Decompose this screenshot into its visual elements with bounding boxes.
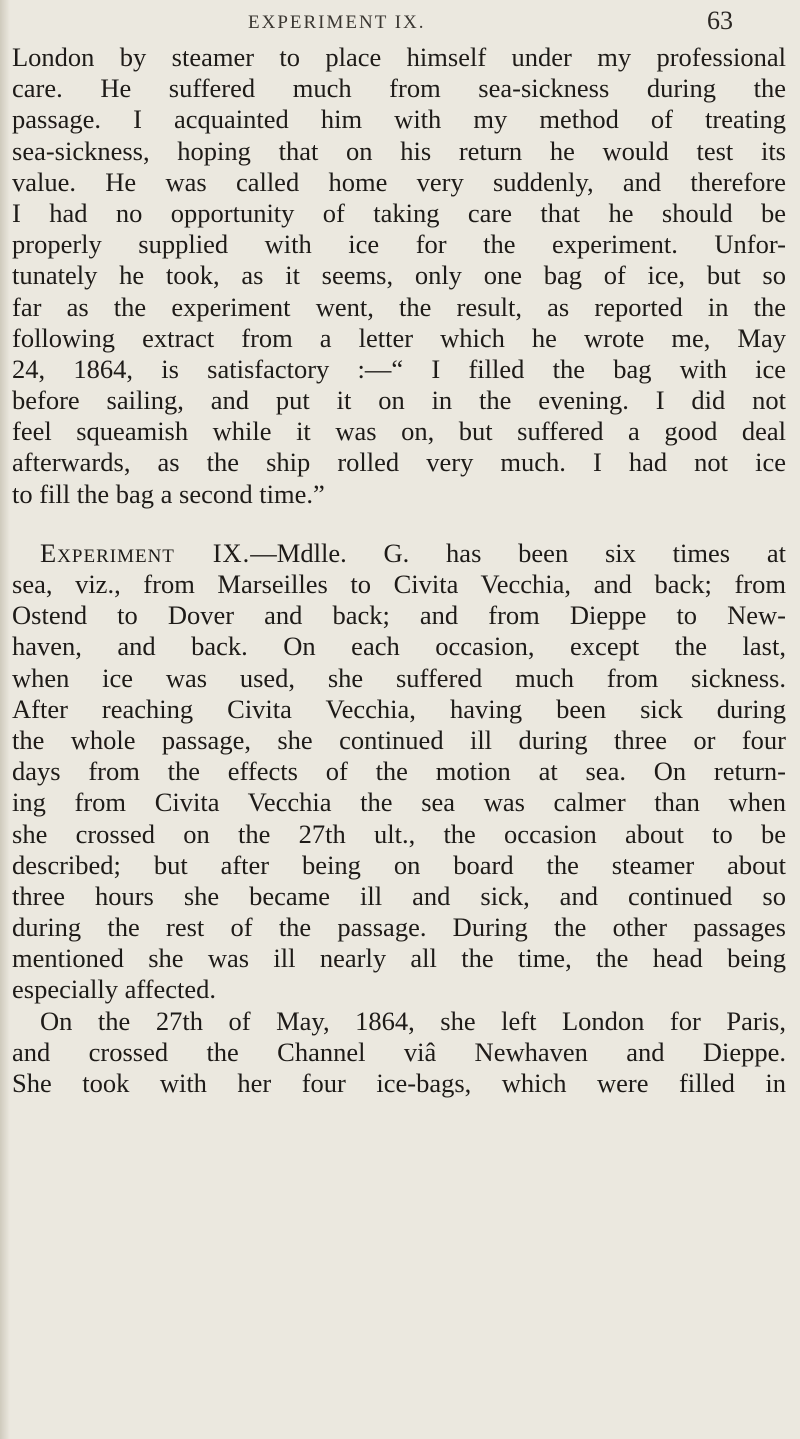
text-run: —Mdlle. G. has been six times at xyxy=(250,537,786,568)
text-line: when ice was used, she suffered much from sickness. xyxy=(12,662,786,693)
text-line: days from the effects of the motion at sea. On return- xyxy=(12,756,786,787)
text-line: passage. I acquainted him with my method of treating xyxy=(12,104,786,135)
text-line: London by steamer to place himself under my professional xyxy=(12,42,786,72)
text-line: especially affected. xyxy=(12,974,217,1005)
text-line: before sailing, and put it on in the evening. I did not xyxy=(12,385,786,416)
page-number: 63 xyxy=(707,6,733,35)
text-line: during the rest of the passage. During the other passages xyxy=(12,912,786,943)
text-line: On the 27th of May, 1864, she left London for Paris, xyxy=(40,1005,786,1036)
text-line: She took with her four ice-bags, which were filled in xyxy=(12,1068,786,1098)
running-title: EXPERIMENT IX. xyxy=(248,12,426,33)
text-line: I had no opportunity of taking care that he should be xyxy=(12,197,786,228)
text-line: three hours she became ill and sick, and continued so xyxy=(12,880,786,911)
text-line: mentioned she was ill nearly all the time, the head being xyxy=(12,943,786,974)
text-line: tunately he took, as it seems, only one bag of ice, but so xyxy=(12,260,786,291)
paragraph-gap xyxy=(12,510,786,538)
text-line: and crossed the Channel viâ Newhaven and Dieppe. xyxy=(12,1036,786,1067)
text-line: care. He suffered much from sea-sickness during the xyxy=(12,73,786,104)
paragraph-2 xyxy=(12,538,786,1006)
paragraph-1 xyxy=(12,42,786,510)
paragraph-3 xyxy=(12,1006,786,1100)
text-line: properly supplied with ice for the experiment. Unfor- xyxy=(12,229,786,260)
body-text xyxy=(12,42,786,1099)
text-line: following extract from a letter which he wrote me, May xyxy=(12,322,786,353)
text-line: After reaching Civita Vecchia, having been sick during xyxy=(12,693,786,724)
text-line: feel squeamish while it was on, but suffered a good deal xyxy=(12,416,786,447)
text-line: to fill the bag a second time.” xyxy=(12,478,325,509)
text-line: sea, viz., from Marseilles to Civita Vecchia, and back; from xyxy=(12,569,786,599)
text-line: Ostend to Dover and back; and from Dieppe to New- xyxy=(12,600,786,631)
experiment-heading: Experiment IX. xyxy=(40,537,251,568)
text-line: ing from Civita Vecchia the sea was calmer than when xyxy=(12,787,786,818)
running-head xyxy=(0,4,800,44)
text-line: described; but after being on board the steamer about xyxy=(12,849,786,880)
text-line: sea-sickness, hoping that on his return he would test its xyxy=(12,135,786,166)
text-line: 24, 1864, is satisfactory :—“ I filled the bag with ice xyxy=(12,353,786,384)
page-binding-shadow xyxy=(0,0,10,1439)
text-line: afterwards, as the ship rolled very much. I had not ice xyxy=(12,447,786,478)
text-line: haven, and back. On each occasion, except the last, xyxy=(12,631,786,662)
text-line: the whole passage, she continued ill during three or four xyxy=(12,724,786,755)
text-line: far as the experiment went, the result, as reported in the xyxy=(12,291,786,322)
text-line: she crossed on the 27th ult., the occasion about to be xyxy=(12,818,786,849)
text-line xyxy=(12,538,786,569)
text-line: value. He was called home very suddenly, and therefore xyxy=(12,166,786,197)
